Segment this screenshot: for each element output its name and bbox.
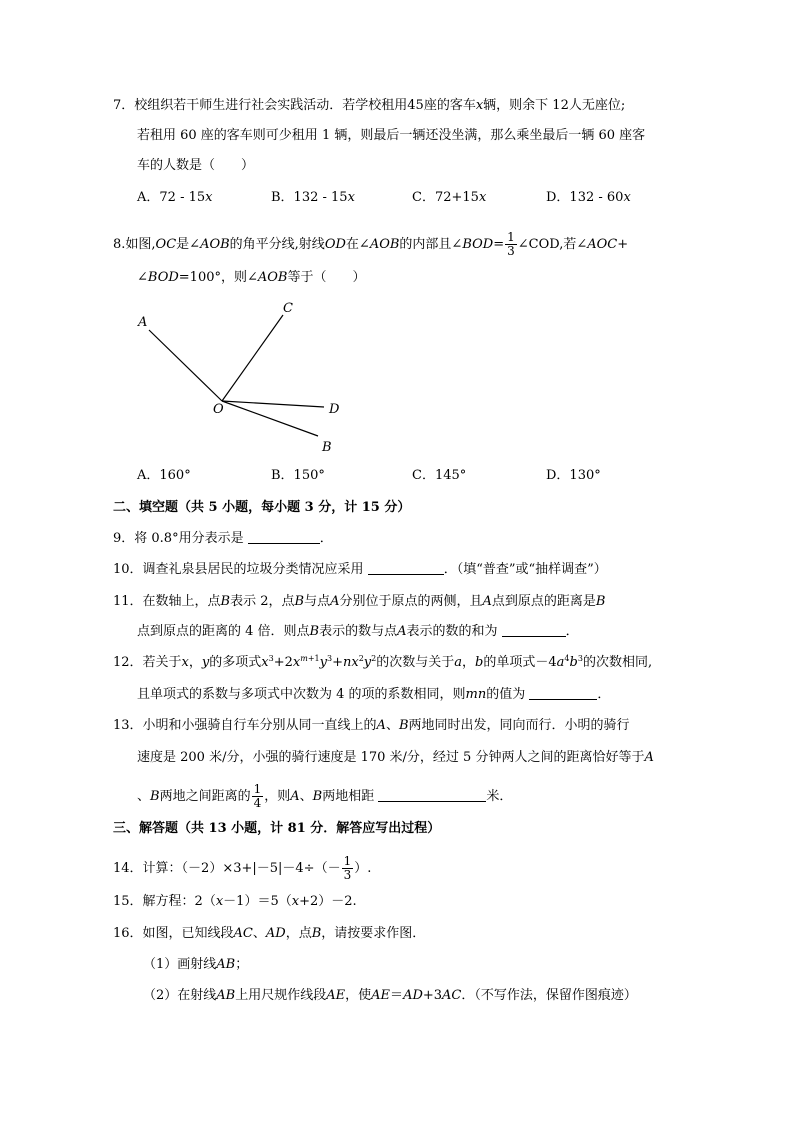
q8-option-b[interactable]: B．150°: [271, 468, 325, 483]
q13-line-3: 、B两地之间距离的 $\frac{1}{4}$ ，则A、B两地相距 米．: [137, 782, 513, 810]
label-a: A: [138, 315, 148, 330]
ray-oa: [149, 330, 222, 401]
q8-options: [0, 467, 794, 485]
label-b: B: [322, 440, 332, 455]
q12-polynomial: $x^3+2x^{m+1}y^3+nx^2y^2$: [261, 654, 377, 670]
q13-line-1: 13．小明和小强骑自行车分别从同一直线上的A、B两地同时出发，同向而行．小明的骑行: [113, 718, 630, 733]
q8-option-c[interactable]: C．145°: [412, 468, 467, 483]
q13-answer-blank[interactable]: [378, 788, 486, 802]
section-2-title: 二、填空题（共 5 小题，每小题 3 分，计 15 分）: [113, 500, 411, 515]
q8-fraction: $\frac{1}{3}$: [507, 230, 515, 258]
q12-answer-blank[interactable]: [529, 686, 597, 700]
q7-line-2: 若租用 60 座的客车则可少租用 1 辆，则最后一辆还没坐满，那么乘坐最后一辆 60 座客: [137, 128, 646, 143]
q16-subquestion-2: （2）在射线AB上用尺规作线段AE，使AE＝AD+3AC．（不写作法，保留作图痕迹）: [143, 988, 637, 1003]
q7-options: [0, 189, 794, 207]
q7-line-3: 车的人数是（ ）: [137, 158, 255, 173]
q7-option-b[interactable]: B．132 - 15x: [271, 190, 355, 205]
q11-line-1: 11．在数轴上，点B表示 2，点B与点A分别位于原点的两侧，且A点到原点的距离是B: [113, 594, 606, 609]
q7-option-d[interactable]: D．132 - 60x: [546, 190, 631, 205]
q16-subquestion-1: （1）画射线AB；: [143, 957, 249, 972]
q12-monomial: $a^4b^3$: [556, 654, 583, 670]
q7-line-1: 7．校组织若干师生进行社会实践活动．若学校租用45座的客车x辆，则余下 12人无座位;: [113, 98, 626, 113]
q15-line: 15．解方程：2（x－1）＝5（x+2）－2.: [113, 894, 357, 909]
label-c: C: [283, 301, 293, 316]
q10-line: 10．调查礼泉县居民的垃圾分类情况应采用 ．（填“普查”或“抽样调查”）: [113, 562, 607, 577]
q13-fraction: $\frac{1}{4}$: [253, 782, 262, 810]
q10-answer-blank[interactable]: [368, 561, 444, 575]
q9-line: 9．将 0.8°用分表示是 ．: [113, 531, 333, 546]
ray-oc: [222, 315, 283, 401]
q14-fraction: $\frac{1}{3}$: [343, 854, 352, 882]
section-3-title: 三、解答题（共 13 小题，计 81 分．解答应写出过程）: [113, 821, 441, 836]
q7-option-a[interactable]: A．72 - 15x: [137, 190, 213, 205]
q8-option-d[interactable]: D．130°: [546, 468, 601, 483]
q11-answer-blank[interactable]: [502, 623, 566, 637]
q8-angle-figure: [130, 295, 360, 460]
q16-line-1: 16．如图，已知线段AC、AD，点B，请按要求作图．: [113, 926, 426, 941]
q9-answer-blank[interactable]: [248, 530, 320, 544]
q8-option-a[interactable]: A．160°: [137, 468, 191, 483]
q12-line-2: 且单项式的系数与多项式中次数为 4 的项的系数相同，则mn的值为 ．: [137, 687, 611, 702]
q8-line-1: 8.如图,OC是∠AOB的角平分线,射线OD在∠AOB的内部且∠BOD= $\frac{1}{3}$ ∠COD,若∠AOC+: [113, 230, 629, 258]
q8-line-2: ∠BOD=100°，则∠AOB等于（ ）: [137, 270, 366, 285]
q14-line: 14．计算：（－2）×3+|－5|－4÷（－ $\frac{1}{3}$ ）.: [113, 854, 372, 882]
q12-line-1: 12．若关于x，y的多项式$x^3+2x^{m+1}y^3+nx^2y^2$的次数与关于a，b的单项式$-4a^4b^3$的次数相同,: [113, 654, 653, 670]
q13-line-2: 速度是 200 米/分，小强的骑行速度是 170 米/分，经过 5 分钟两人之间的距离恰好等于A: [137, 750, 654, 765]
label-o: O: [213, 402, 224, 417]
label-d: D: [329, 402, 340, 417]
q7-option-c[interactable]: C．72+15x: [412, 190, 487, 205]
q11-line-2: 点到原点的距离的 4 倍．则点B表示的数与点A表示的数的和为 ．: [137, 624, 579, 639]
